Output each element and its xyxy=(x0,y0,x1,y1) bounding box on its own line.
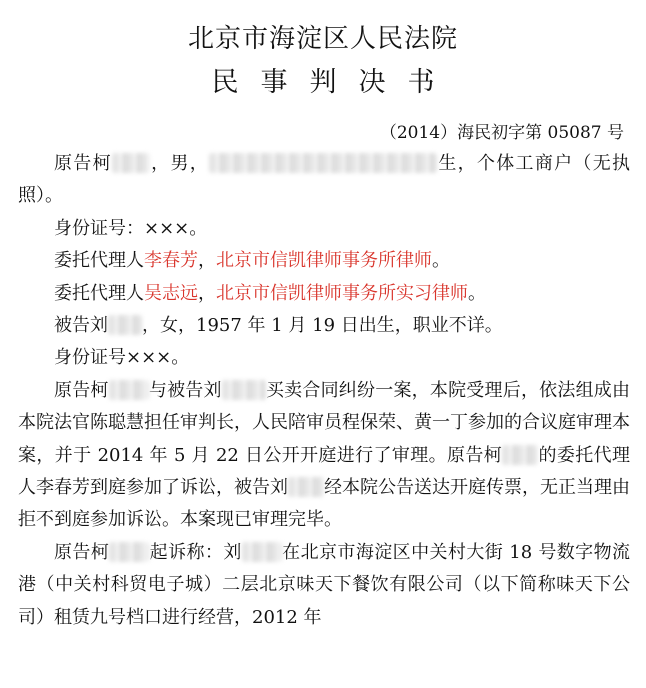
defendant-line xyxy=(18,310,630,342)
agent2-org: 北京市信凯律师事务所实习律师 xyxy=(216,282,468,304)
document-type: 民事判决书 xyxy=(211,67,457,98)
agent1-end: 。 xyxy=(432,250,450,272)
agent1-org: 北京市信凯律师事务所律师 xyxy=(216,250,432,272)
agent1-label: 委托代理人 xyxy=(54,250,144,272)
proceedings-text-3: 买卖合同纠纷一案，本院受理后，依法组成由本院法官陈聪慧担任审判长，人民陪审员程保荣、黄一丁参加的合议庭审理本案，并于 2014 年 5 月 22 日公开开庭进行了审理。原告柯 xyxy=(18,379,631,466)
plaintiff-gender: ，男， xyxy=(149,153,210,174)
plaintiff-id: 身份证号：×××。 xyxy=(54,217,208,239)
judgment-body xyxy=(18,148,630,634)
claim-paragraph xyxy=(18,537,630,634)
claim-text-2: 起诉称：刘 xyxy=(149,541,242,563)
agent1-name: 李春芳 xyxy=(144,250,198,272)
proceedings-text-4: 的委托代理人李春芳到庭参加了诉讼，被告刘 xyxy=(18,444,630,499)
case-number: （2014）海民初字第 05087 号 xyxy=(379,123,624,143)
redacted-birth-info xyxy=(209,153,437,173)
defendant-id: 身份证号×××。 xyxy=(54,347,190,369)
agent2-separator: ， xyxy=(198,282,216,304)
claim-text-1: 原告柯 xyxy=(54,541,110,563)
agent1-line xyxy=(18,245,630,277)
proceedings-text-5: 经本院公告送达开庭传票，无正当理由拒不到庭参加诉讼。本案现已审理完毕。 xyxy=(18,477,630,531)
redacted-name xyxy=(112,153,150,173)
redacted-name xyxy=(502,445,538,465)
defendant-prefix: 被告刘 xyxy=(54,315,108,337)
redacted-name xyxy=(222,380,266,400)
defendant-info: ，女，1957 年 1 月 19 日出生，职业不详。 xyxy=(142,315,503,337)
redacted-name xyxy=(109,542,149,562)
redacted-name xyxy=(242,542,282,562)
proceedings-text-2: 与被告刘 xyxy=(148,379,222,401)
plaintiff-occupation: 生，个体工商户（无执照）。 xyxy=(18,153,631,207)
court-name: 北京市海淀区人民法院 xyxy=(187,24,458,54)
plaintiff-paragraph xyxy=(18,148,630,213)
agent2-line xyxy=(18,278,630,310)
agent1-separator: ， xyxy=(198,250,216,272)
redacted-name xyxy=(288,477,324,497)
plaintiff-prefix: 原告柯 xyxy=(54,153,112,174)
claim-text-3: 在北京市海淀区中关村大街 18 号数字物流港（中关村科贸电子城）二层北京味天下餐饮有限公司（以下简称味天下公司）租赁九号档口进行经营，2012 年 xyxy=(18,541,630,628)
defendant-id-line xyxy=(18,342,630,374)
proceedings-text-1: 原告柯 xyxy=(54,379,109,401)
redacted-name xyxy=(108,315,142,335)
agent2-label: 委托代理人 xyxy=(54,282,144,304)
agent2-end: 。 xyxy=(468,282,486,304)
plaintiff-id-line xyxy=(18,213,630,245)
proceedings-paragraph xyxy=(18,375,630,537)
agent2-name: 吴志远 xyxy=(144,282,198,304)
redacted-name xyxy=(109,380,149,400)
